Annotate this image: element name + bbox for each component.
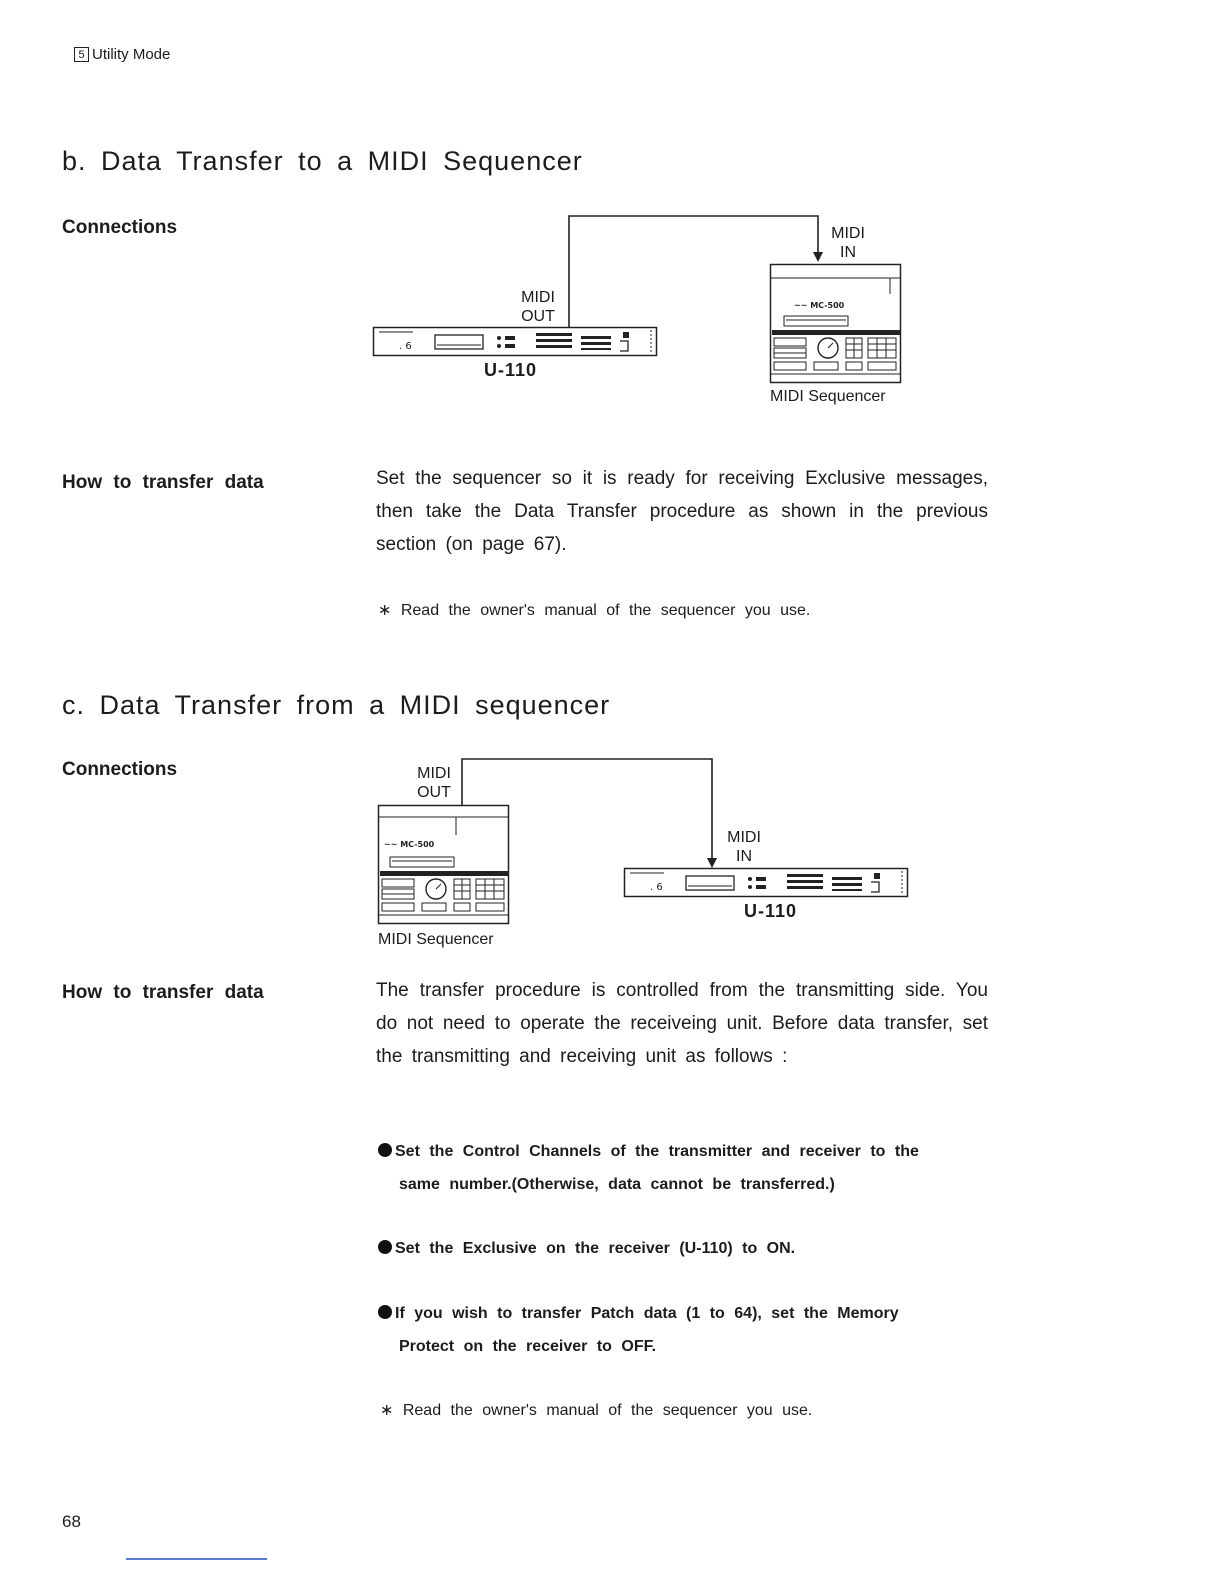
section-c-title: c. Data Transfer from a MIDI sequencer	[62, 690, 611, 720]
bullet-line1: Set the Exclusive on the receiver (U-110) to ON.	[395, 1240, 796, 1257]
section-c-how-label: How to transfer data	[62, 982, 264, 1003]
diagram-b-midi-in-label	[826, 224, 870, 262]
section-c-note: ∗ Read the owner's manual of the sequencer you use.	[380, 1402, 813, 1419]
section-c-connections-label: Connections	[62, 759, 178, 780]
bullet-line2: Protect on the receiver to OFF.	[399, 1338, 657, 1355]
svg-text:~~ MC-500: ~~ MC-500	[384, 840, 435, 849]
section-b-note: ∗ Read the owner's manual of the sequencer you use.	[378, 602, 811, 619]
bullet-item-exclusive	[378, 1232, 990, 1265]
midi-in-line1: MIDI	[727, 829, 761, 846]
svg-text:~~ MC-500: ~~ MC-500	[794, 301, 845, 310]
section-number-box: 5	[74, 47, 89, 62]
section-b-paragraph: Set the sequencer so it is ready for receiving Exclusive messages, then take the Data Transfer procedure as shown in the previous section (on page 67).	[376, 468, 988, 555]
diagram-b-u110-label: U-110	[484, 360, 538, 380]
page-number: 68	[62, 1512, 81, 1531]
midi-out-line2: OUT	[417, 784, 451, 801]
diagram-c-midi-out-label	[408, 764, 460, 802]
svg-text:. 6: . 6	[399, 341, 412, 352]
midi-in-line1: MIDI	[831, 225, 865, 242]
section-b-connections-label: Connections	[62, 217, 178, 238]
bullet-dot-icon	[378, 1143, 392, 1157]
bullet-line1: If you wish to transfer Patch data (1 to 64), set the Memory	[395, 1305, 899, 1322]
sequencer-icon	[378, 805, 510, 925]
section-b-title: b. Data Transfer to a MIDI Sequencer	[62, 146, 583, 176]
midi-out-line2: OUT	[521, 308, 555, 325]
page-header	[74, 46, 170, 63]
header-title: Utility Mode	[92, 46, 171, 63]
section-b-how-label: How to transfer data	[62, 472, 264, 493]
bullet-item-control-channels	[378, 1135, 990, 1201]
bullet-dot-icon	[378, 1240, 392, 1254]
diagram-c-midi-in-label	[720, 828, 768, 866]
diagram-b-midi-out-label	[512, 288, 564, 326]
u110-rack-icon	[624, 868, 908, 898]
midi-in-line2: IN	[736, 848, 752, 865]
diagram-c-sequencer-label: MIDI Sequencer	[378, 931, 494, 948]
u110-rack-icon	[373, 327, 657, 357]
section-c-paragraph: The transfer procedure is controlled from the transmitting side. You do not need to operate the receiveing unit. Before data transfer, set the transmitting and receiving unit as follows :	[376, 980, 988, 1067]
svg-text:. 6: . 6	[650, 882, 663, 893]
bullet-line2: same number.(Otherwise, data cannot be transferred.)	[399, 1176, 835, 1193]
footer-rule	[126, 1558, 267, 1560]
sequencer-icon	[770, 264, 902, 384]
midi-in-line2: IN	[840, 244, 856, 261]
midi-out-line1: MIDI	[417, 765, 451, 782]
diagram-b-sequencer-label: MIDI Sequencer	[770, 388, 886, 405]
diagram-c-u110-label: U-110	[744, 901, 798, 921]
bullet-item-memory-protect	[378, 1297, 990, 1363]
bullet-line1: Set the Control Channels of the transmitter and receiver to the	[395, 1143, 919, 1160]
bullet-dot-icon	[378, 1305, 392, 1319]
midi-out-line1: MIDI	[521, 289, 555, 306]
